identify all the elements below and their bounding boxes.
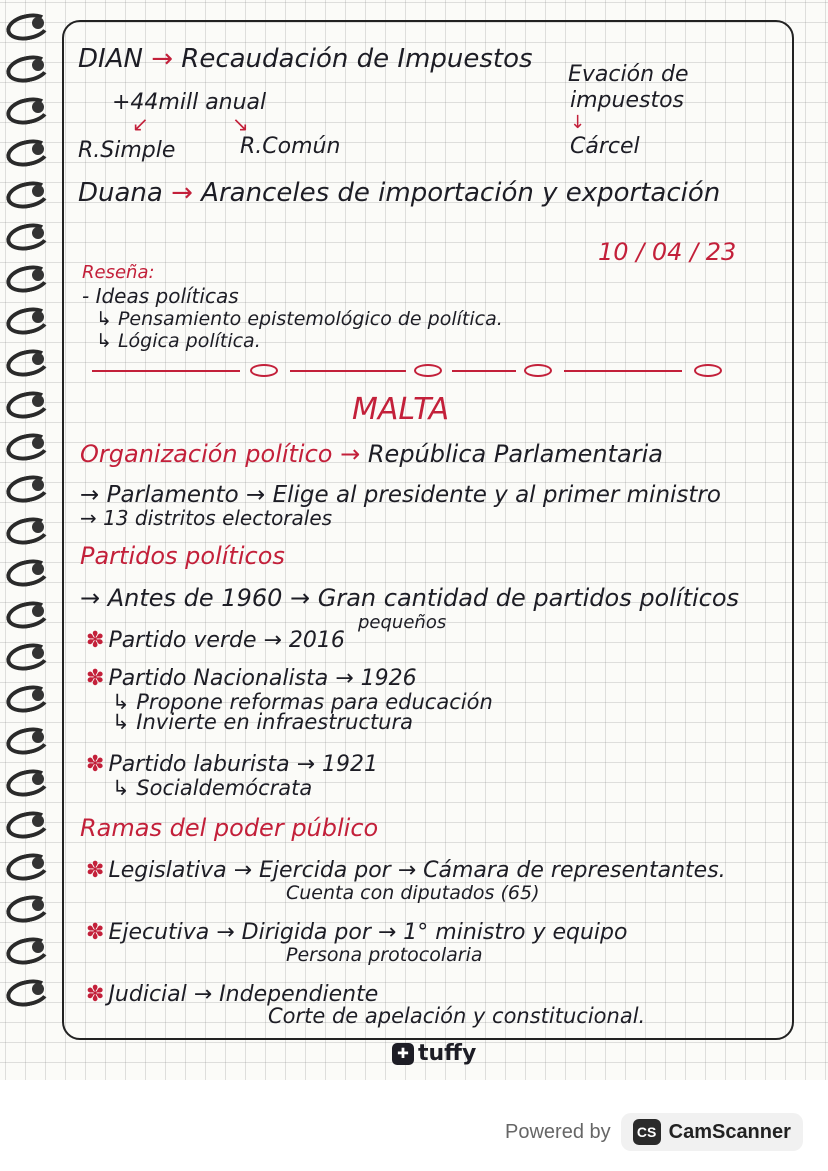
divider-ornament: [414, 364, 442, 377]
nationalist-sub-1: ↳ Propone reformas para educación: [112, 690, 493, 714]
party-labour-text: Partido laburista → 1921: [108, 752, 379, 777]
camscanner-footer: [505, 1113, 803, 1151]
camscanner-badge[interactable]: [621, 1113, 803, 1151]
arrow-icon: →: [171, 178, 193, 208]
legislative-sub: Cuenta con diputados (65): [286, 882, 540, 904]
duana-head: Duana: [78, 178, 163, 208]
review-sub-1: ↳ Pensamiento epistemológico de política.: [96, 308, 503, 330]
spiral-ring: [6, 934, 48, 960]
dian-head: DIAN: [78, 44, 143, 74]
spiral-ring: [6, 514, 48, 540]
review-sub-2: ↳ Lógica política.: [96, 330, 261, 352]
regime-simple: R.Simple: [78, 138, 176, 163]
spiral-ring: [6, 262, 48, 288]
party-labour: [86, 752, 378, 777]
party-nationalist-text: Partido Nacionalista → 1926: [108, 666, 417, 691]
branch-executive-text: Ejecutiva → Dirigida por → 1° ministro y equipo: [108, 920, 628, 945]
parties-title: Partidos políticos: [80, 542, 285, 570]
divider-line: [452, 370, 516, 372]
flower-bullet-icon: ✽: [86, 920, 105, 945]
review-item: - Ideas políticas: [82, 284, 239, 308]
duana-text: Aranceles de importación y exportación: [201, 178, 721, 208]
jail-text: Cárcel: [570, 134, 640, 159]
spiral-ring: [6, 682, 48, 708]
evasion-text: Evación de: [568, 62, 689, 87]
arrow-down-right-icon: ↘: [232, 112, 249, 136]
powered-by-text: Powered by: [505, 1120, 611, 1143]
divider-line: [92, 370, 240, 372]
districts-line: → 13 distritos electorales: [80, 506, 333, 530]
dian-text: Recaudación de Impuestos: [181, 44, 533, 74]
regime-common: R.Común: [240, 134, 341, 159]
judicial-sub: Corte de apelación y constitucional.: [268, 1004, 646, 1028]
spiral-ring: [6, 10, 48, 36]
arrow-down-icon: ↓: [570, 112, 586, 133]
divider-line: [290, 370, 406, 372]
dian-line: [78, 44, 533, 74]
spiral-ring: [6, 850, 48, 876]
spiral-ring: [6, 976, 48, 1002]
org-label: Organización político: [80, 440, 333, 468]
spiral-ring: [6, 430, 48, 456]
arrow-icon: →: [151, 44, 173, 74]
spiral-ring: [6, 640, 48, 666]
divider-ornament: [694, 364, 722, 377]
spiral-ring: [6, 388, 48, 414]
small-note: pequeños: [358, 612, 447, 633]
parliament-line: → Parlamento → Elige al presidente y al primer ministro: [80, 482, 721, 508]
spiral-ring: [6, 304, 48, 330]
spiral-ring: [6, 136, 48, 162]
branch-judicial-text: Judicial → Independiente: [108, 982, 379, 1007]
labour-sub-1: ↳ Socialdemócrata: [112, 776, 313, 800]
before-1960-line: → Antes de 1960 → Gran cantidad de partidos políticos: [80, 584, 740, 612]
spiral-ring: [6, 472, 48, 498]
spiral-ring: [6, 220, 48, 246]
notebook-brand: [392, 1041, 476, 1066]
spiral-binding: [0, 10, 60, 1050]
flower-bullet-icon: ✽: [86, 858, 105, 883]
duana-line: [78, 178, 720, 208]
flower-bullet-icon: ✽: [86, 982, 105, 1007]
malta-title: MALTA: [352, 392, 450, 427]
nationalist-sub-2: ↳ Invierte en infraestructura: [112, 710, 413, 734]
divider-ornament: [524, 364, 552, 377]
divider-line: [564, 370, 682, 372]
arrow-down-left-icon: ↙: [132, 112, 149, 136]
org-value: República Parlamentaria: [367, 440, 663, 468]
spiral-ring: [6, 808, 48, 834]
brand-name: tuffy: [418, 1041, 477, 1066]
executive-sub: Persona protocolaria: [286, 944, 483, 966]
note-date: 10 / 04 / 23: [598, 238, 737, 266]
party-green-text: Partido verde → 2016: [108, 628, 345, 653]
divider-ornament: [250, 364, 278, 377]
party-nationalist: [86, 666, 417, 691]
spiral-ring: [6, 94, 48, 120]
camscanner-logo-icon: CS: [633, 1119, 661, 1145]
branch-legislative: [86, 858, 726, 883]
review-title: Reseña:: [82, 262, 155, 283]
dian-amount: +44mill anual: [112, 90, 267, 115]
branches-title: Ramas del poder público: [80, 814, 379, 842]
spiral-ring: [6, 178, 48, 204]
spiral-ring: [6, 556, 48, 582]
spiral-ring: [6, 598, 48, 624]
camscanner-name: CamScanner: [668, 1120, 791, 1143]
org-line: [80, 440, 663, 468]
party-green: [86, 628, 345, 653]
arrow-icon: →: [340, 440, 361, 468]
spiral-ring: [6, 346, 48, 372]
flower-bullet-icon: ✽: [86, 752, 105, 777]
branch-legislative-text: Legislativa → Ejercida por → Cámara de representantes.: [108, 858, 726, 883]
brand-icon: ✚: [392, 1043, 414, 1065]
spiral-ring: [6, 892, 48, 918]
spiral-ring: [6, 52, 48, 78]
branch-executive: [86, 920, 627, 945]
evasion-text-2: impuestos: [570, 88, 684, 113]
flower-bullet-icon: ✽: [86, 666, 105, 691]
flower-bullet-icon: ✽: [86, 628, 105, 653]
spiral-ring: [6, 724, 48, 750]
spiral-ring: [6, 766, 48, 792]
